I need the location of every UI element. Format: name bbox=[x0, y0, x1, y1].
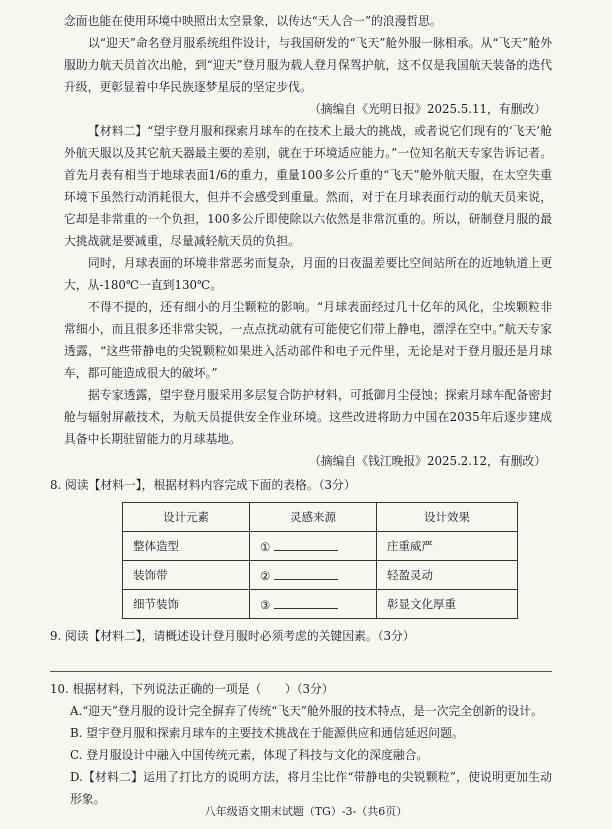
source-citation-2: （摘编自《钱江晚报》2025.2.12，有删改） bbox=[309, 454, 546, 468]
answer-cell[interactable] bbox=[250, 532, 377, 561]
blank-marker: ① bbox=[260, 540, 271, 554]
source-citation-1: （摘编自《光明日报》2025.5.11，有删改） bbox=[309, 102, 546, 116]
answer-blank[interactable] bbox=[274, 596, 338, 609]
material2-paragraph-4: 据专家透露，望宇登月服采用多层复合防护材料，可抵御月尘侵蚀；探索月球车配备密封舱与辐射屏蔽技术，为航天员提供安全作业环境。这些改进将助力中国在2035年后逐步建成具备中长期驻留能力的月球基地。 bbox=[64, 388, 552, 446]
design-table bbox=[122, 502, 518, 619]
design-element-cell: 装饰带 bbox=[123, 561, 250, 590]
table-row bbox=[123, 590, 518, 619]
question-9: 9. 阅读【材料二】，请概述设计登月服时必须考虑的关键因素。（3分） bbox=[50, 629, 415, 643]
table-header: 灵感来源 bbox=[250, 503, 377, 532]
answer-blank[interactable] bbox=[274, 538, 338, 551]
blank-marker: ② bbox=[260, 569, 271, 583]
material2-paragraph-1: 【材料二】“望宇登月服和探索月球车的在技术上最大的挑战，或者说它们现有的‘飞天’舱外航天服以及其它航天器最主要的差别，就在于环境适应能力。”一位知名航天专家告诉记者。首先月表有相当于地球表面1/6的重力，重量100多公斤重的“飞天”舱外航天服，在太空失重环境下虽然行动消耗很大，但并不会感受到重量。然而，对于在月球表面行动的航天员来说，它却是非常重的一个负担，100多公斤即使除以六依然是非常沉重的。所以，研制登月服的最大挑战就是要减重，尽量减轻航天员的负担。 bbox=[64, 124, 552, 248]
option-c[interactable]: C. 登月服设计中融入中国传统元素，体现了科技与文化的深度融合。 bbox=[70, 748, 429, 762]
answer-blank[interactable] bbox=[274, 567, 338, 580]
table-header: 设计元素 bbox=[123, 503, 250, 532]
table-row bbox=[123, 561, 518, 590]
option-d[interactable]: D.【材料二】运用了打比方的说明方法，将月尘比作“带静电的尖锐颗粒”，使说明更加生动形象。 bbox=[70, 770, 552, 806]
material1-ending: 念面也能在使用环境中映照出太空景象，以传达“天人合一”的浪漫哲思。 bbox=[64, 14, 442, 28]
blank-marker: ③ bbox=[260, 598, 271, 612]
option-b[interactable]: B. 望宇登月服和探索月球车的主要技术挑战在于能源供应和通信延迟问题。 bbox=[70, 726, 464, 740]
answer-cell[interactable] bbox=[250, 590, 377, 619]
material2-paragraph-3: 不得不提的，还有细小的月尘颗粒的影响。“月球表面经过几十亿年的风化，尘埃颗粒非常细小，而且很多还非常尖锐，一点点扰动就有可能使它们带上静电，漂浮在空中。”航天专家透露，“这些带静电的尖锐颗粒如果进入活动部件和电子元件里，无论是对于登月服还是月球车，都可能造成很大的破坏。” bbox=[64, 300, 552, 380]
options-list bbox=[64, 700, 552, 810]
material1-paragraph: 以“迎天”命名登月服系统组件设计，与我国研发的“飞天”舱外服一脉相承。从“飞天”舱外服助力航天员首次出舱，到“迎天”登月服为载人登月保驾护航，这不仅是我国航天装备的迭代升级，更彰显着中华民族逐梦星辰的坚定步伐。 bbox=[64, 36, 552, 94]
page-footer: 八年级语文期末试题（TG）-3-（共6页） bbox=[204, 805, 408, 818]
design-effect-cell: 彰显文化厚重 bbox=[377, 590, 518, 619]
question-10: 10. 根据材料，下列说法正确的一项是（ ）（3分） bbox=[50, 682, 334, 696]
material2-paragraph-2: 同时，月球表面的环境非常恶劣而复杂，月面的日夜温差要比空间站所在的近地轨道上更大，从-180℃一直到130℃。 bbox=[64, 256, 552, 292]
table-header: 设计效果 bbox=[377, 503, 518, 532]
answer-cell[interactable] bbox=[250, 561, 377, 590]
option-a[interactable]: A.“迎天”登月服的设计完全摒弃了传统“飞天”舱外服的技术特点，是一次完全创新的设计。 bbox=[70, 704, 543, 718]
design-element-cell: 整体造型 bbox=[123, 532, 250, 561]
table-row bbox=[123, 532, 518, 561]
question-8: 8. 阅读【材料一】，根据材料内容完成下面的表格。（3分） bbox=[50, 478, 356, 492]
answer-line[interactable] bbox=[50, 651, 552, 672]
design-element-cell: 细节装饰 bbox=[123, 590, 250, 619]
design-effect-cell: 轻盈灵动 bbox=[377, 561, 518, 590]
design-effect-cell: 庄重威严 bbox=[377, 532, 518, 561]
